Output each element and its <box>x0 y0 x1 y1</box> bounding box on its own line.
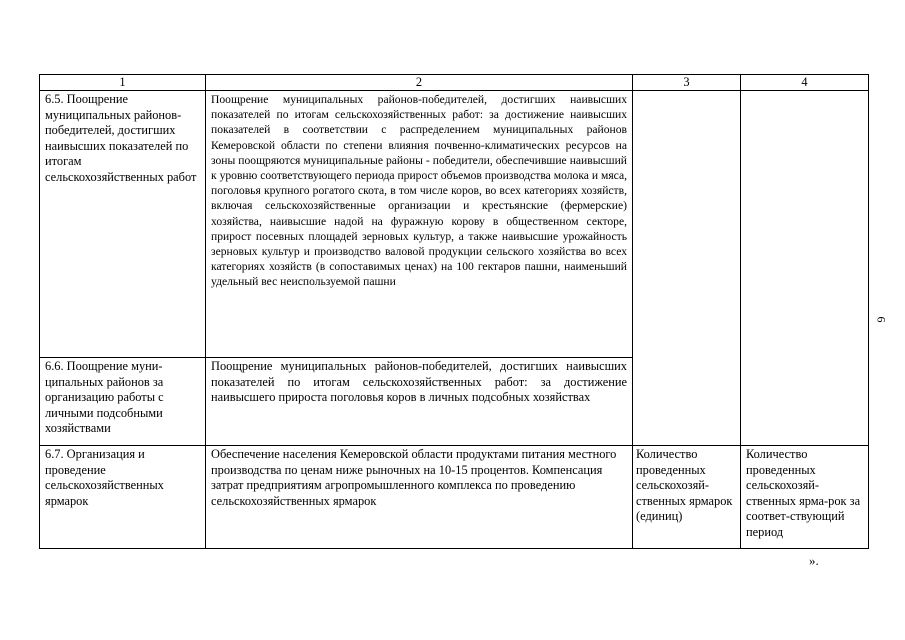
page-number: 6 <box>874 316 889 323</box>
header-row <box>40 75 869 91</box>
closing-quote: ». <box>809 553 819 568</box>
row-6-7-indicator: Количество проведенных сельскохозяй-ственных ярмарок (единиц) <box>633 446 741 549</box>
header-col-2: 2 <box>206 75 633 91</box>
row-6-5-name: 6.5. Поощрение муниципальных районов- победителей, достигших наивысших показателей по итогам сельскохозяйственных работ <box>40 91 206 358</box>
header-col-3: 3 <box>633 75 741 91</box>
header-col-4: 4 <box>741 75 869 91</box>
row-6-5-value <box>741 91 869 446</box>
header-col-1: 1 <box>40 75 206 91</box>
row-6-6-description: Поощрение муниципальных районов-победителей, достигших наивысших показателей по итогам сельскохозяйственных работ: за достижение наивысшего прироста поголовья коров в личных подсобных хозяйствах <box>206 358 633 446</box>
table-row <box>40 91 869 358</box>
program-table <box>39 74 869 549</box>
row-6-6-name: 6.6. Поощрение муни-ципальных районов за организацию работы с личными подсобными хозяйствами <box>40 358 206 446</box>
row-6-7-value: Количество проведенных сельскохозяй-ственных ярма-рок за соответ-ствующий период <box>741 446 869 549</box>
row-6-5-description: Поощрение муниципальных районов-победителей, достигших наивысших показателей по итогам сельскохозяйственных работ: за достижение наивысших показателей в соответствии с распределением муниципальных районов Кемеровской области по степени влияния почвенно-климатических ресурсов на зоны поощряются муниципальные районы - победители, обеспечившие наивысший к уровню соответствующего периода прирост объемов производства молока и мяса, поголовья крупного рогатого скота, в том числе коров, во всех категориях хозяйств, включая сельскохозяйственные организации и крестьянские (фермерские) хозяйства, наивысшие надой на фуражную корову в общественном секторе, прирост посевных площадей зерновых культур, а также наивысшие урожайность зерновых культур и производство валовой продукции сельского хозяйства во всех категориях хозяйств (в сопоставимых ценах) на 100 гектаров пашни, наименьший удельный вес неиспользуемой пашни <box>206 91 633 358</box>
row-6-7-name: 6.7. Организация и проведение сельскохозяйственных ярмарок <box>40 446 206 549</box>
row-6-5-indicator <box>633 91 741 446</box>
table-row <box>40 446 869 549</box>
row-6-7-description: Обеспечение населения Кемеровской области продуктами питания местного производства по ценам ниже рыночных на 10-15 процентов. Компенсация затрат предприятиям агропромышленного комплекса по проведению сельскохозяйственных ярмарок <box>206 446 633 549</box>
